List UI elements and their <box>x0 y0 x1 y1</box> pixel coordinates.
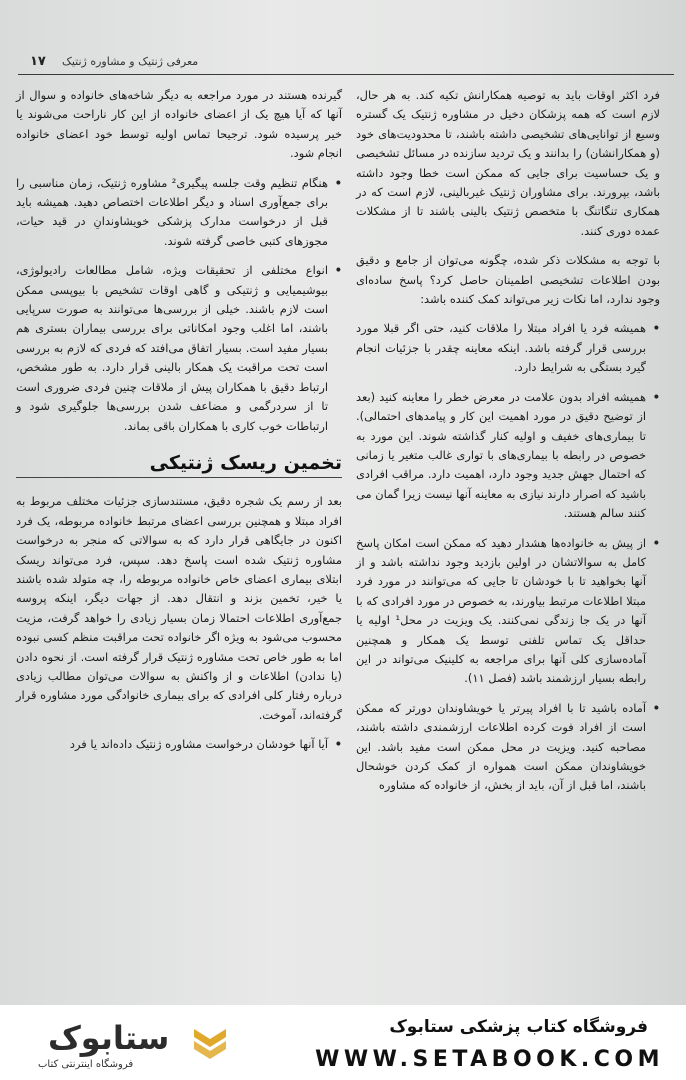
list-item: • آماده باشید تا با افراد پیرتر یا خویشاوندان دورتر که ممکن است از افراد فوت کرده اطلاعات ارزشمندی داشته باشند، مصاحبه کنید. ویزیت در محل ممکن است مفید باشد. این خویشاوندان ممکن است همواره از کمک کردن خوشحال باشند، اما قبل از آن، باید از بخش، از خانواده که مشاوره <box>356 699 660 796</box>
running-title: معرفی ژنتیک و مشاوره ژنتیک <box>62 55 199 68</box>
left-column <box>16 86 342 765</box>
tips-list-continued <box>16 174 342 436</box>
store-url: WWW.SETABOOK.COM <box>315 1047 664 1072</box>
list-item: • انواع مختلفی از تحقیقات ویژه، شامل مطالعات رادیولوژی، بیوشیمیایی و ژنتیکی و گاهی اوقات تشخیص با بیوپسی ممکن است لازم باشند. خیلی از بررسی‌ها می‌توانند به صورت سرپایی باشند، اما اغلب وجود امکاناتی برای بررسی بیماران بستری هم بسیار مفید است. بسیار اتفاق می‌افتد که فردی که لازم به بررسی است تحت مراقبت یک همکار بالینی قرار دارد. به طور مشخص، ارتباط دقیق با همکاران پیش از ملاقات چنین فردی ضروری است تا از سردرگمی و مضاعف شدن بررسی‌ها جلوگیری شود و ارتباطات خوب کاری با همکاران باقی بماند. <box>16 261 342 436</box>
logo-subtitle: فروشگاه اینترنتی کتاب <box>38 1059 134 1070</box>
tips-list <box>356 319 660 795</box>
list-item: • از پیش به خانواده‌ها هشدار دهید که ممکن است امکان پاسخ کامل به سوالاتشان در اولین بازدید وجود نداشته باشد و از آنها بخواهید تا با خودشان تا جایی که می‌توانند در مورد فرد مبتلا اطلاعات مرتبط بیاورند، به خصوص در مورد افرادی که با آنها در یک جا زندگی نمی‌کنند. یک ویزیت در محل¹ اولیه یا حداقل یک تماس تلفنی توسط یک همکار و همچنین آماده‌سازی کلی آنها برای مراجعه به کلینیک می‌تواند در این رابطه بسیار ارزشمند باشد (فصل ۱۱). <box>356 534 660 689</box>
question-list <box>16 735 342 754</box>
page-number: ۱۷ <box>30 54 46 69</box>
list-item: • همیشه فرد یا افراد مبتلا را ملاقات کنید، حتی اگر قبلا مورد بررسی قرار گرفته باشد. اینکه معاینه چقدر با جزئیات انجام گیرد بستگی به شرایط دارد. <box>356 319 660 377</box>
question-paragraph: با توجه به مشکلات ذکر شده، چگونه می‌توان از جامع و دقیق بودن اطلاعات تشخیصی اطمینان حاصل کرد؟ پاسخ ساده‌ای وجود ندارد، اما نکات زیر می‌تواند کمک کننده باشد: <box>356 253 660 307</box>
section-paragraph: بعد از رسم یک شجره دقیق، مستندسازی جزئیات مختلف مربوط به افراد مبتلا و همچنین بررسی اعضای مرتبط خانواده مربوطه، یک فرد اکنون در جایگاهی قرار دارد که به سوالاتی که منجر به درخواست مشاوره ژنتیک شده است پاسخ دهد. سپس، فرد می‌تواند ریسک ابتلای بیماری اعضای خاص خانواده مربوطه را، چه متولد شده باشند یا خیر، تخمین بزند و انتقال دهد. از جهات دیگر، اینکه پروسه جمع‌آوری اطلاعات احتمالا زمان بسیار زیادی را خواهد گرفت، مزیت محسوب می‌شود به ویژه اگر خانواده تحت مراقبت منظم کسی نبوده اما به طور خاص تحت مشاوره ژنتیک قرار گرفته است. از نحوه دادن (یا ندادن) اطلاعات و از واکنش به سوالات می‌توان مطالب زیادی درباره رفتار کلی افرادی که برای بیماری خانوادگی مورد مشاوره قرار گرفته‌اند، آموخت. <box>16 494 342 722</box>
store-name: فروشگاه کتاب پزشکی ستابوک <box>389 1017 648 1037</box>
list-item: • همیشه افراد بدون علامت در معرض خطر را معاینه کنید (بعد از توضیح دقیق در مورد اهمیت این کار و پیامدهای احتمالی). تا بیماری‌های خفیف و اولیه کنار گذاشته شوند. این مورد به خصوص در رابطه با بیماری‌های با تواری غالب متغیر یا زمانی که احتمال جهش جدید وجود دارد، اهمیت دارد. مراقب افرادی باشید که اصرار دارند نیازی به معاینه آنها نیست زیرا گمان می کنند سالم هستند. <box>356 388 660 524</box>
continued-paragraph: گیرنده هستند در مورد مراجعه به دیگر شاخه‌های خانواده و سوال از آنها که آیا هیچ یک از اعضای خانواده از این کار ناراحت می‌شوند یا خیر پرسیده شود. ترجیحا تماس اولیه توسط خود اعضای خانواده انجام شود. <box>16 88 342 161</box>
page-header <box>18 52 674 75</box>
list-item: • هنگام تنظیم وقت جلسه پیگیری² مشاوره ژنتیک، زمان مناسبی را برای جمع‌آوری اسناد و دیگر اطلاعات اختصاص دهید. همیشه باید قبل از درخواست مدارک پزشکی خویشاوندانِ در قید حیات، مجوزهای کتبی خاصی گرفته شوند. <box>16 174 342 252</box>
right-column <box>356 86 660 806</box>
intro-paragraph: فرد اکثر اوقات باید به توصیه همکارانش تکیه کند. به هر حال، لازم است که همه پزشکان دخیل در مشاوره ژنتیک یک گستره وسیع از توانایی‌های تشخیصی داشته باشند، تا محدودیت‌های خود (و همکارانشان) را بدانند و یک تردید سازنده در مسائل تشخیصی و یک حساسیت برای جایی که ممکن است خطا وجود داشته باشد، بپرورند. برای مشاوران ژنتیک غیربالینی، لازم است که در همکاری تنگاتنگ با متخصص ژنتیک بالینی باشند تا از مشکلات عمده دوری کنند. <box>356 88 660 238</box>
section-heading: تخمین ریسک ژنتیکی <box>16 448 342 478</box>
list-item: • آیا آنها خودشان درخواست مشاوره ژنتیک داده‌اند یا فرد <box>16 735 342 754</box>
logo-wordmark: ستابوک <box>48 1019 170 1057</box>
setabook-logo-icon <box>190 1025 230 1065</box>
store-banner <box>0 1005 686 1080</box>
